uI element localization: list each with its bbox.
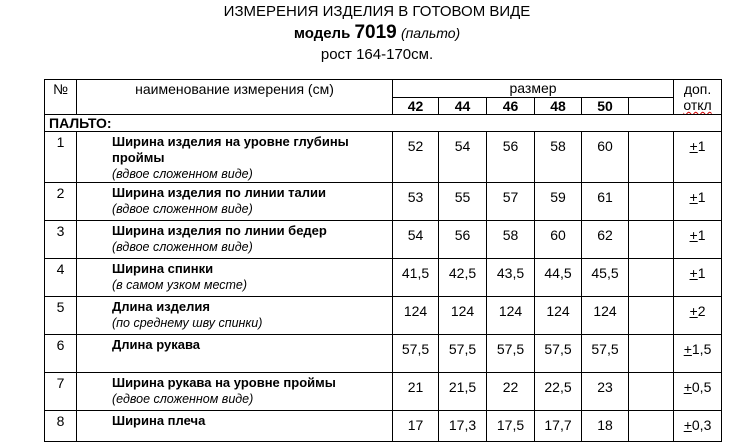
- tolerance-sign: +: [689, 303, 698, 319]
- measurement-note: (в самом узком месте): [112, 278, 248, 292]
- measurement-name: Ширина изделия по линии бедер: [112, 223, 327, 238]
- value-size-42: 21: [393, 373, 439, 411]
- row-number: 6: [45, 335, 77, 373]
- value-size-50: 124: [582, 297, 629, 335]
- tolerance: [674, 183, 722, 221]
- value-size-42: 124: [393, 297, 439, 335]
- row-number: 4: [45, 259, 77, 297]
- value-size-42: 41,5: [393, 259, 439, 297]
- model-type: (пальто): [400, 25, 461, 41]
- empty-cell: [629, 132, 674, 183]
- empty-cell: [629, 221, 674, 259]
- empty-cell: [629, 183, 674, 221]
- value-size-44: 21,5: [439, 373, 487, 411]
- measurement-note: (вдвое сложенном виде): [112, 202, 253, 216]
- tolerance-sign: +: [689, 265, 698, 281]
- table-row: [45, 335, 722, 373]
- size-header-48: 48: [535, 98, 582, 115]
- tolerance-sign: +: [689, 227, 698, 243]
- value-size-44: 124: [439, 297, 487, 335]
- header-tolerance: [674, 80, 722, 115]
- table-row: [45, 183, 722, 221]
- tolerance-value: 1,5: [691, 341, 712, 357]
- size-header-42: 42: [393, 98, 439, 115]
- header-size: размер: [393, 80, 674, 98]
- row-number: 7: [45, 373, 77, 411]
- measurement-name: Длина изделия: [112, 299, 210, 314]
- value-size-44: 57,5: [439, 335, 487, 373]
- measurement-name: Ширина спинки: [112, 261, 214, 276]
- row-number: 3: [45, 221, 77, 259]
- tolerance-sign: +: [683, 341, 692, 357]
- tolerance-sign: +: [683, 379, 692, 395]
- value-size-50: 60: [582, 132, 629, 183]
- section-title: ПАЛЬТО:: [45, 115, 722, 132]
- value-size-46: 57: [487, 183, 535, 221]
- tolerance-sign: +: [683, 417, 692, 433]
- page-title: ИЗМЕРЕНИЯ ИЗДЕЛИЯ В ГОТОВОМ ВИДЕ: [223, 3, 531, 20]
- empty-cell: [629, 373, 674, 411]
- measurement-name: Длина рукава: [112, 337, 200, 352]
- value-size-50: 62: [582, 221, 629, 259]
- measurements-table: [44, 79, 722, 442]
- table-row: [45, 373, 722, 411]
- measurement-name-cell: [77, 297, 393, 335]
- row-number: 1: [45, 132, 77, 183]
- value-size-46: 43,5: [487, 259, 535, 297]
- table-row: [45, 259, 722, 297]
- measurement-name-cell: [77, 411, 393, 442]
- row-number: 5: [45, 297, 77, 335]
- value-size-50: 61: [582, 183, 629, 221]
- size-header-44: 44: [439, 98, 487, 115]
- empty-cell: [629, 335, 674, 373]
- value-size-44: 56: [439, 221, 487, 259]
- measurement-note: (по среднему шву спинки): [112, 316, 263, 330]
- value-size-44: 42,5: [439, 259, 487, 297]
- value-size-48: 17,7: [535, 411, 582, 442]
- measurement-note: (едвое сложенном виде): [112, 392, 254, 406]
- size-header-empty: [629, 98, 674, 115]
- tolerance-value: 2: [697, 303, 706, 319]
- table-row: [45, 132, 722, 183]
- empty-cell: [629, 297, 674, 335]
- value-size-44: 17,3: [439, 411, 487, 442]
- value-size-48: 60: [535, 221, 582, 259]
- empty-cell: [629, 411, 674, 442]
- measurement-name-cell: [77, 221, 393, 259]
- header-tolerance-line1: доп.: [683, 81, 712, 97]
- tolerance-value: 1: [697, 189, 706, 205]
- value-size-48: 58: [535, 132, 582, 183]
- tolerance: [674, 221, 722, 259]
- value-size-46: 56: [487, 132, 535, 183]
- value-size-50: 18: [582, 411, 629, 442]
- value-size-42: 53: [393, 183, 439, 221]
- model-line: [0, 22, 754, 44]
- tolerance-sign: +: [689, 189, 698, 205]
- value-size-50: 45,5: [582, 259, 629, 297]
- measurement-name: Ширина рукава на уровне проймы: [112, 375, 336, 390]
- header-tolerance-line2: откл: [683, 97, 712, 113]
- size-header-50: 50: [582, 98, 629, 115]
- tolerance-value: 1: [697, 227, 706, 243]
- model-number: 7019: [354, 22, 397, 43]
- value-size-46: 57,5: [487, 335, 535, 373]
- value-size-48: 59: [535, 183, 582, 221]
- value-size-50: 57,5: [582, 335, 629, 373]
- tolerance-sign: +: [689, 138, 698, 154]
- header-num: №: [45, 80, 77, 115]
- value-size-44: 55: [439, 183, 487, 221]
- value-size-50: 23: [582, 373, 629, 411]
- size-header-46: 46: [487, 98, 535, 115]
- header-name: наименование измерения (см): [77, 80, 393, 115]
- measurement-name-cell: [77, 132, 393, 183]
- tolerance: [674, 411, 722, 442]
- measurement-note: (вдвое сложенном виде): [112, 167, 253, 181]
- tolerance: [674, 297, 722, 335]
- row-number: 2: [45, 183, 77, 221]
- value-size-46: 22: [487, 373, 535, 411]
- tolerance-value: 1: [697, 138, 706, 154]
- value-size-48: 44,5: [535, 259, 582, 297]
- value-size-48: 124: [535, 297, 582, 335]
- value-size-42: 52: [393, 132, 439, 183]
- measurement-name: Ширина изделия по линии талии: [112, 185, 327, 200]
- value-size-46: 17,5: [487, 411, 535, 442]
- tolerance: [674, 335, 722, 373]
- value-size-46: 58: [487, 221, 535, 259]
- tolerance-value: 0,3: [691, 417, 712, 433]
- tolerance: [674, 132, 722, 183]
- model-label: модель: [293, 25, 351, 42]
- value-size-44: 54: [439, 132, 487, 183]
- value-size-48: 22,5: [535, 373, 582, 411]
- measurement-name-cell: [77, 259, 393, 297]
- value-size-42: 57,5: [393, 335, 439, 373]
- tolerance-value: 0,5: [691, 379, 712, 395]
- measurement-name-cell: [77, 373, 393, 411]
- value-size-42: 54: [393, 221, 439, 259]
- row-number: 8: [45, 411, 77, 442]
- tolerance-value: 1: [697, 265, 706, 281]
- tolerance: [674, 259, 722, 297]
- table-row: [45, 221, 722, 259]
- table-row: [45, 297, 722, 335]
- tolerance: [674, 373, 722, 411]
- value-size-42: 17: [393, 411, 439, 442]
- value-size-48: 57,5: [535, 335, 582, 373]
- measurement-name-cell: [77, 335, 393, 373]
- measurement-name-cell: [77, 183, 393, 221]
- measurement-name: Ширина плеча: [112, 413, 206, 428]
- measurement-note: (вдвое сложенном виде): [112, 240, 253, 254]
- table-row: [45, 411, 722, 442]
- empty-cell: [629, 259, 674, 297]
- measurement-name: Ширина изделия на уровне глубины проймы: [112, 134, 349, 165]
- value-size-46: 124: [487, 297, 535, 335]
- height-range: рост 164-170см.: [320, 46, 434, 63]
